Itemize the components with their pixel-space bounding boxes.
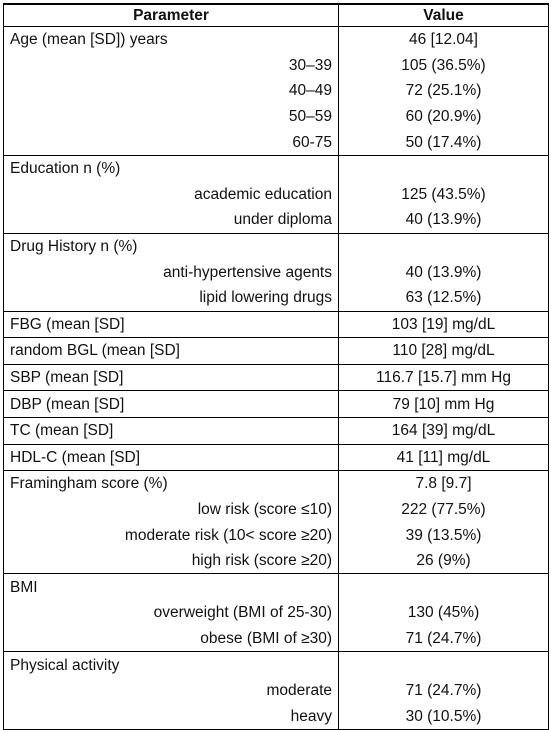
row-label: Framingham score (%) <box>4 471 339 497</box>
row-label: Education n (%) <box>4 155 339 181</box>
row-label: random BGL (mean [SD] <box>4 338 339 365</box>
table-row <box>4 444 549 471</box>
row-label: Age (mean [SD]) years <box>4 27 339 53</box>
parameter-table <box>3 3 549 730</box>
value-column-header: Value <box>339 4 549 27</box>
row-label: SBP (mean [SD] <box>4 364 339 391</box>
row-label: HDL-C (mean [SD] <box>4 444 339 471</box>
row-label: lipid lowering drugs <box>4 285 339 311</box>
table-row <box>4 600 549 626</box>
table-row <box>4 364 549 391</box>
row-label: anti-hypertensive agents <box>4 259 339 285</box>
row-value: 26 (9%) <box>339 548 549 574</box>
row-label: low risk (score ≤10) <box>4 497 339 523</box>
table-body <box>4 27 549 730</box>
row-value: 222 (77.5%) <box>339 497 549 523</box>
row-label: 50–59 <box>4 104 339 130</box>
row-value: 46 [12.04] <box>339 27 549 53</box>
row-label: heavy <box>4 703 339 729</box>
table-row <box>4 626 549 652</box>
row-label: 30–39 <box>4 53 339 79</box>
row-value: 40 (13.9%) <box>339 259 549 285</box>
row-label: obese (BMI of ≥30) <box>4 626 339 652</box>
row-label: DBP (mean [SD] <box>4 391 339 418</box>
row-value: 125 (43.5%) <box>339 182 549 208</box>
table-row <box>4 574 549 600</box>
row-label: FBG (mean [SD] <box>4 311 339 338</box>
row-value <box>339 233 549 259</box>
row-label: under diploma <box>4 207 339 233</box>
row-value: 39 (13.5%) <box>339 522 549 548</box>
row-value: 130 (45%) <box>339 600 549 626</box>
row-label: academic education <box>4 182 339 208</box>
table-row <box>4 207 549 233</box>
table-row <box>4 497 549 523</box>
table-row <box>4 338 549 365</box>
table-row <box>4 678 549 704</box>
row-label: moderate risk (10< score ≥20) <box>4 522 339 548</box>
row-label: 60-75 <box>4 129 339 155</box>
row-label: TC (mean [SD] <box>4 417 339 444</box>
row-value: 71 (24.7%) <box>339 678 549 704</box>
table-row <box>4 155 549 181</box>
row-value: 103 [19] mg/dL <box>339 311 549 338</box>
row-value: 40 (13.9%) <box>339 207 549 233</box>
row-label: Drug History n (%) <box>4 233 339 259</box>
row-value: 60 (20.9%) <box>339 104 549 130</box>
table-row <box>4 391 549 418</box>
row-value: 116.7 [15.7] mm Hg <box>339 364 549 391</box>
row-value: 72 (25.1%) <box>339 78 549 104</box>
row-value: 41 [11] mg/dL <box>339 444 549 471</box>
row-value: 63 (12.5%) <box>339 285 549 311</box>
table-row <box>4 53 549 79</box>
table-row <box>4 104 549 130</box>
row-value: 7.8 [9.7] <box>339 471 549 497</box>
row-label: BMI <box>4 574 339 600</box>
row-label: 40–49 <box>4 78 339 104</box>
table-row <box>4 417 549 444</box>
table-row <box>4 311 549 338</box>
row-value: 164 [39] mg/dL <box>339 417 549 444</box>
row-label: overweight (BMI of 25-30) <box>4 600 339 626</box>
table-row <box>4 233 549 259</box>
row-value <box>339 652 549 678</box>
row-label: moderate <box>4 678 339 704</box>
table-row <box>4 27 549 53</box>
table-header-row <box>4 4 549 27</box>
table-row <box>4 259 549 285</box>
table-row <box>4 652 549 678</box>
table-row <box>4 471 549 497</box>
table-row <box>4 129 549 155</box>
table-row <box>4 703 549 729</box>
row-value: 50 (17.4%) <box>339 129 549 155</box>
table-row <box>4 522 549 548</box>
row-value: 110 [28] mg/dL <box>339 338 549 365</box>
table-row <box>4 548 549 574</box>
row-label: high risk (score ≥20) <box>4 548 339 574</box>
parameter-column-header: Parameter <box>4 4 339 27</box>
row-value: 105 (36.5%) <box>339 53 549 79</box>
row-value <box>339 155 549 181</box>
row-label: Physical activity <box>4 652 339 678</box>
row-value: 79 [10] mm Hg <box>339 391 549 418</box>
row-value: 71 (24.7%) <box>339 626 549 652</box>
row-value <box>339 574 549 600</box>
table-row <box>4 78 549 104</box>
table-row <box>4 285 549 311</box>
table-row <box>4 182 549 208</box>
row-value: 30 (10.5%) <box>339 703 549 729</box>
